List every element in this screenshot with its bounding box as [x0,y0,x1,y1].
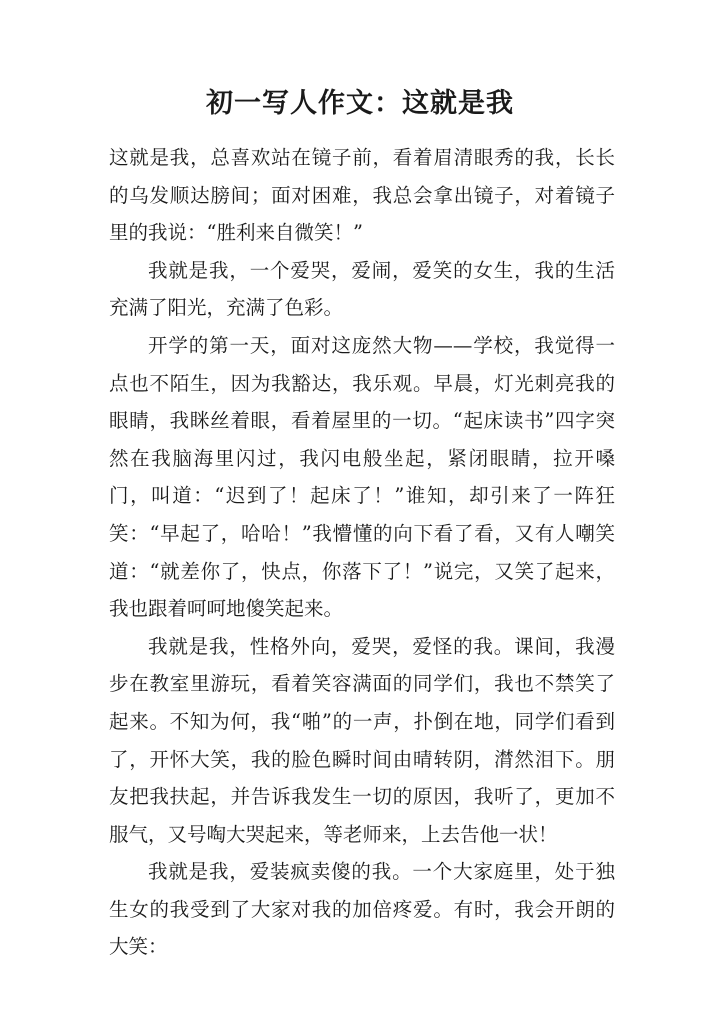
paragraph-5: 我就是我，爱装疯卖傻的我。一个大家庭里，处于独生女的我受到了大家对我的加倍疼爱。有时，我会开朗的大笑： [109,860,615,959]
paragraph-1: 这就是我，总喜欢站在镜子前，看着眉清眼秀的我，长长的乌发顺达膀间；面对困难，我总会拿出镜子，对着镜子里的我说：“胜利来自微笑！” [109,146,615,245]
document-body [109,139,615,966]
paragraph-2: 我就是我，一个爱哭，爱闹，爱笑的女生，我的生活充满了阳光，充满了色彩。 [109,258,615,320]
document-title: 初一写人作文：这就是我 [206,88,514,119]
paragraph-4: 我就是我，性格外向，爱哭，爱怪的我。课间，我漫步在教室里游玩，看着笑容满面的同学们，我也不禁笑了起来。不知为何，我“啪”的一声，扑倒在地，同学们看到了，开怀大笑，我的脸色瞬时间由晴转阴，潸然泪下。朋友把我扶起，并告诉我发生一切的原因，我听了，更加不服气，又号啕大哭起来，等老师来，上去告他一状！ [109,634,615,846]
paragraph-3: 开学的第一天，面对这庞然大物——学校，我觉得一点也不陌生，因为我豁达，我乐观。早晨，灯光刺亮我的眼睛，我眯丝着眼，看着屋里的一切。“起床读书”四字突然在我脑海里闪过，我闪电般坐起，紧闭眼睛，拉开嗓门，叫道：“迟到了！起床了！”谁知，却引来了一阵狂笑：“早起了，哈哈！”我懵懂的向下看了看，又有人嘲笑道：“就差你了，快点，你落下了！”说完，又笑了起来，我也跟着呵呵地傻笑起来。 [109,333,615,621]
